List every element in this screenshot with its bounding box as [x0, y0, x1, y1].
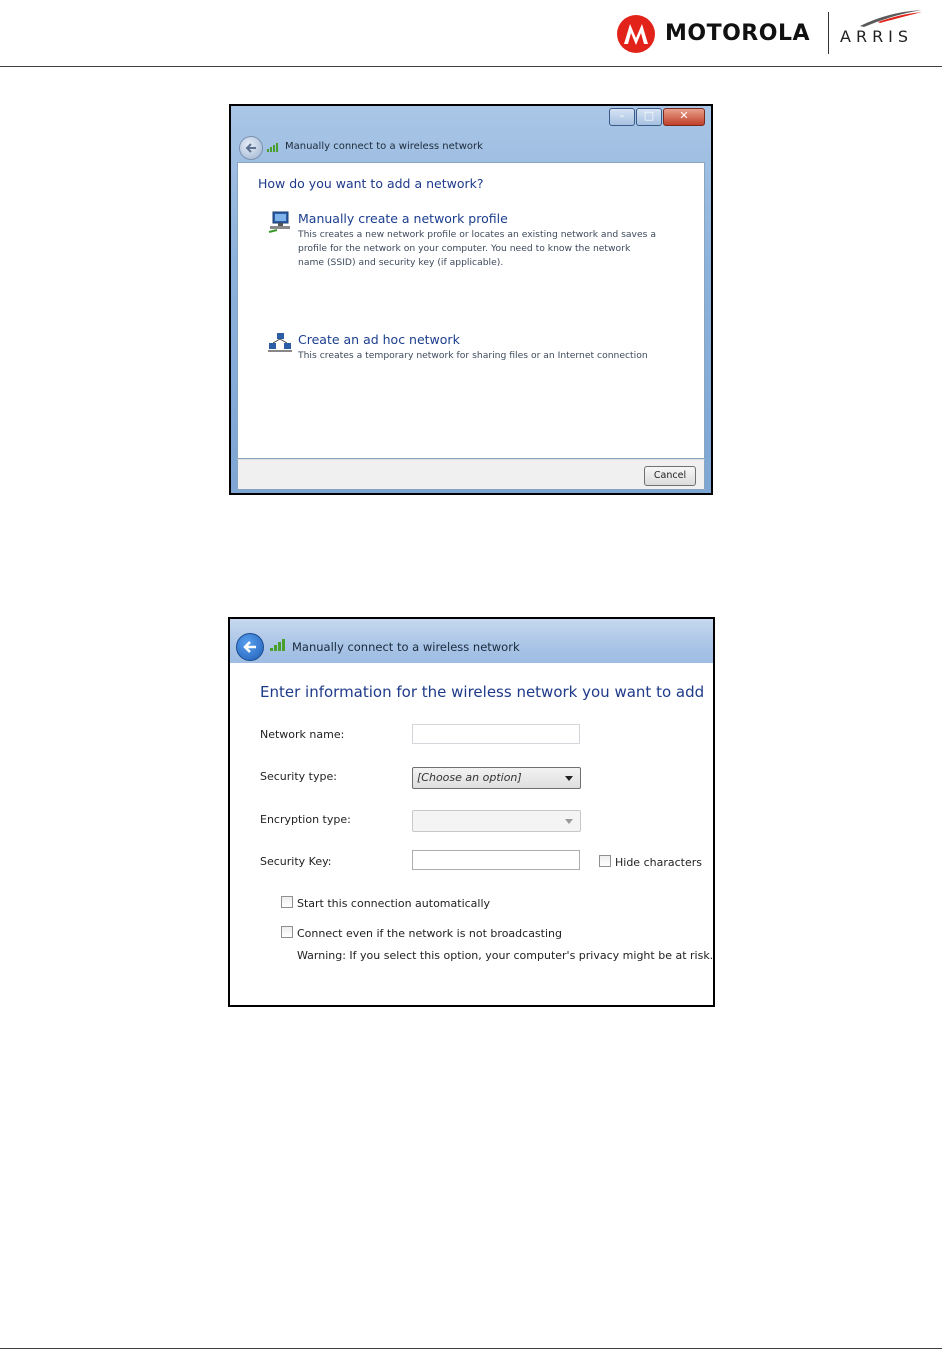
back-arrow-icon [242, 639, 258, 655]
wizard-window-add-network [229, 104, 713, 495]
arris-swoosh-icon [858, 8, 924, 28]
back-arrow-icon [244, 141, 258, 155]
security-type-select[interactable] [412, 767, 581, 789]
encryption-type-label: Encryption type: [260, 813, 351, 826]
network-name-input[interactable] [412, 724, 580, 744]
encryption-type-select[interactable] [412, 810, 581, 832]
header-divider [0, 66, 942, 67]
close-button[interactable]: ✕ [663, 108, 705, 126]
hide-characters-checkbox[interactable] [599, 855, 611, 867]
page-heading: Enter information for the wireless network you want to add [260, 683, 705, 701]
connect-not-broadcasting-checkbox[interactable] [281, 926, 293, 938]
network-name-label: Network name: [260, 728, 345, 741]
adhoc-network-icon [268, 332, 292, 352]
start-automatically-label: Start this connection automatically [297, 897, 491, 910]
wizard-nav-bar [230, 619, 713, 663]
chevron-down-icon [565, 776, 573, 781]
start-automatically-checkbox[interactable] [281, 896, 293, 908]
footer-divider [0, 1348, 942, 1349]
motorola-logo-icon [616, 14, 656, 54]
security-key-input[interactable] [412, 850, 580, 870]
privacy-warning: Warning: If you select this option, your computer's privacy might be at risk. [297, 949, 714, 962]
brand-primary: MOTOROLA [665, 21, 810, 46]
wireless-signal-icon [270, 639, 286, 651]
back-button[interactable] [236, 633, 264, 661]
security-key-label: Security Key: [260, 855, 332, 868]
page-heading: How do you want to add a network? [258, 176, 484, 191]
wizard-title: Manually connect to a wireless network [292, 640, 520, 654]
wizard-content [237, 162, 705, 459]
wizard-window-network-info [228, 617, 715, 1007]
option-description: This creates a temporary network for sharing files or an Internet connection [298, 350, 648, 361]
chevron-down-icon [565, 819, 573, 824]
security-type-label: Security type: [260, 770, 337, 783]
wireless-signal-icon [267, 142, 281, 152]
minimize-button[interactable]: – [609, 108, 635, 126]
wizard-nav-bar [237, 136, 707, 162]
brand-secondary: ARRIS [840, 27, 914, 46]
wizard-footer [237, 459, 705, 490]
option-description: This creates a new network profile or locates an existing network and saves a profile for the network on your computer. You need to know the network name (SSID) and security key (if applicable). [298, 229, 656, 268]
cancel-button[interactable]: Cancel [644, 466, 696, 486]
option-title: Create an ad hoc network [298, 332, 460, 347]
security-type-value: [Choose an option] [417, 771, 522, 784]
caption-buttons [608, 108, 705, 126]
document-header [0, 0, 942, 67]
maximize-button[interactable]: □ [636, 108, 662, 126]
network-profile-icon [268, 211, 292, 233]
back-button[interactable] [239, 136, 263, 160]
connect-not-broadcasting-label: Connect even if the network is not broadcasting [297, 927, 562, 940]
option-title: Manually create a network profile [298, 211, 508, 226]
logo-divider [828, 12, 829, 54]
hide-characters-label: Hide characters [615, 856, 702, 869]
wizard-title: Manually connect to a wireless network [285, 141, 483, 152]
